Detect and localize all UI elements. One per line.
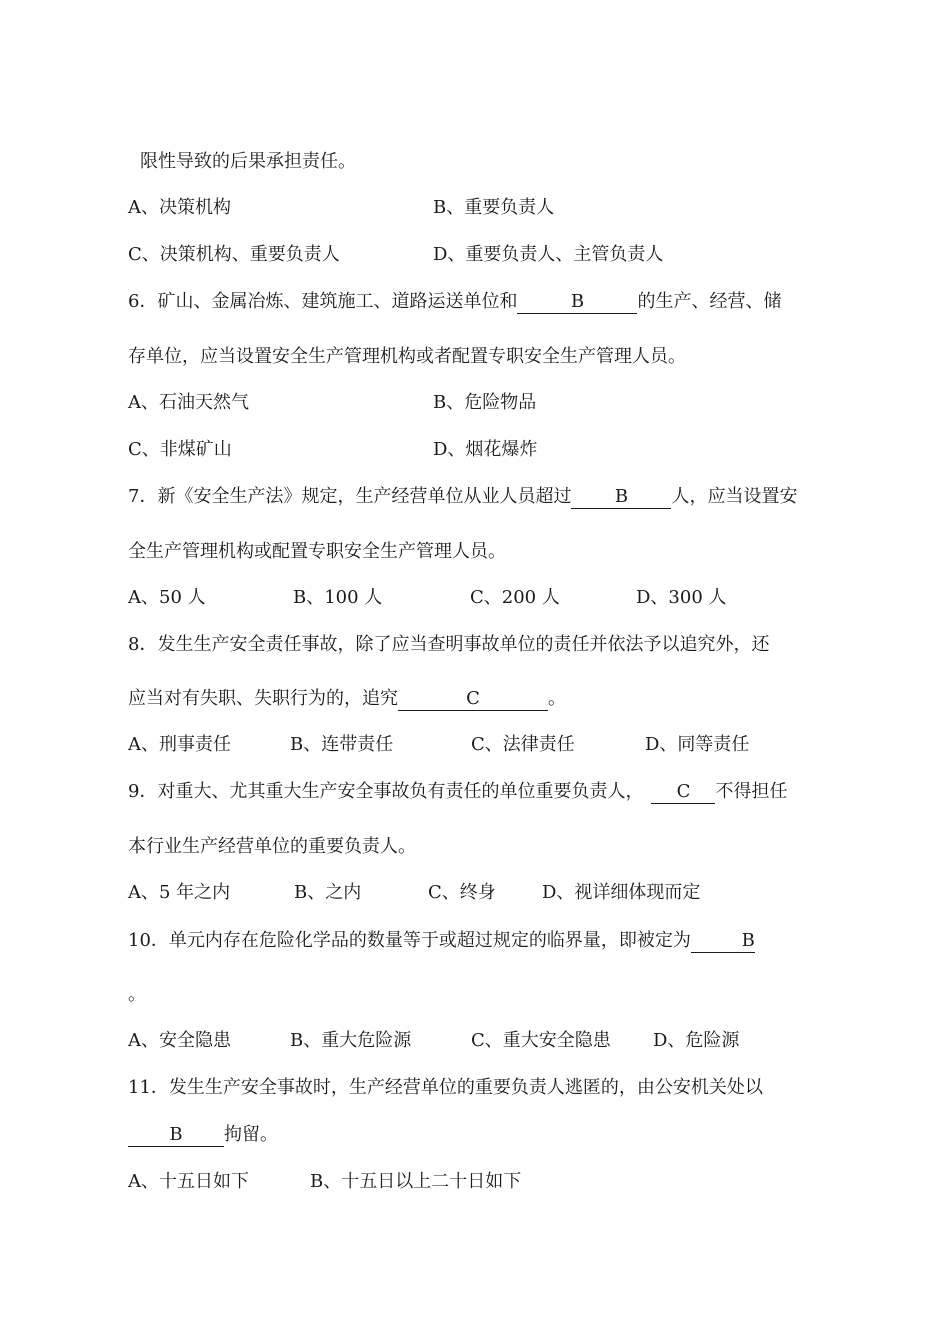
question-text: 6．矿山、金属冶炼、建筑施工、道路运送单位和 [128,291,518,312]
question-11-cont [128,1123,278,1147]
option-a: A、刑事责任 [128,734,231,755]
option-d: D、视详细体现而定 [542,882,701,903]
option-c: C、决策机构、重要负责人 [128,244,340,265]
option-d: D、300 人 [636,587,727,608]
option-d: D、同等责任 [645,734,750,755]
question-9 [128,780,787,804]
answer-blank: B [691,930,755,953]
answer-blank: B [571,486,671,509]
option-c: C、法律责任 [471,734,575,755]
question-text: 应当对有失职、失职行为的，追究 [128,688,398,709]
option-a: A、5 年之内 [128,882,231,903]
question-8-cont [128,687,566,711]
option-b: B、重大危险源 [290,1030,412,1051]
option-d: D、烟花爆炸 [433,439,538,460]
answer-blank: C [651,781,715,804]
option-c: C、终身 [428,882,496,903]
option-c: C、非煤矿山 [128,439,232,460]
option-a: A、石油天然气 [128,392,249,413]
question-text: 9．对重大、尤其重大生产安全事故负有责任的单位重要负责人， [128,781,644,802]
option-a: A、安全隐患 [128,1030,231,1051]
question-6-cont: 存单位，应当设置安全生产管理机构或者配置专职安全生产管理人员。 [128,346,686,367]
option-b: B、之内 [294,882,362,903]
option-d: D、重要负责人、主管负责人 [433,244,664,265]
answer-blank: B [517,291,637,314]
option-a: A、决策机构 [128,197,231,218]
question-text: 的生产、经营、储 [637,291,782,312]
question-text: 不得担任 [715,781,788,802]
option-b: B、危险物品 [433,392,537,413]
option-b: B、100 人 [293,587,383,608]
question-7-cont: 全生产管理机构或配置专职安全生产管理人员。 [128,541,506,562]
option-c: C、重大安全隐患 [471,1030,611,1051]
option-b: B、十五日以上二十日如下 [310,1171,522,1192]
question-7 [128,485,797,509]
question-text: 人，应当设置安 [671,486,798,507]
question-10 [128,929,755,953]
answer-blank: C [398,688,548,711]
option-a: A、十五日如下 [128,1171,249,1192]
option-d: D、危险源 [653,1030,740,1051]
question-text: 7．新《安全生产法》规定，生产经营单位从业人员超过 [128,486,572,507]
option-c: C、200 人 [470,587,560,608]
option-b: B、重要负责人 [433,197,555,218]
question-text: 拘留。 [224,1124,278,1145]
question-text: 。 [548,688,566,709]
text-line: 限性导致的后果承担责任。 [140,151,356,172]
question-6 [128,290,781,314]
question-9-cont: 本行业生产经营单位的重要负责人。 [128,836,416,857]
question-text: 10．单元内存在危险化学品的数量等于或超过规定的临界量，即被定为 [128,930,691,951]
question-8: 8．发生生产安全责任事故，除了应当查明事故单位的责任并依法予以追究外，还 [128,634,770,655]
answer-blank: B [128,1124,224,1147]
option-a: A、50 人 [128,587,206,608]
option-b: B、连带责任 [290,734,394,755]
question-10-cont: 。 [128,984,146,1005]
question-11: 11．发生生产安全事故时，生产经营单位的重要负责人逃匿的，由公安机关处以 [128,1077,763,1098]
